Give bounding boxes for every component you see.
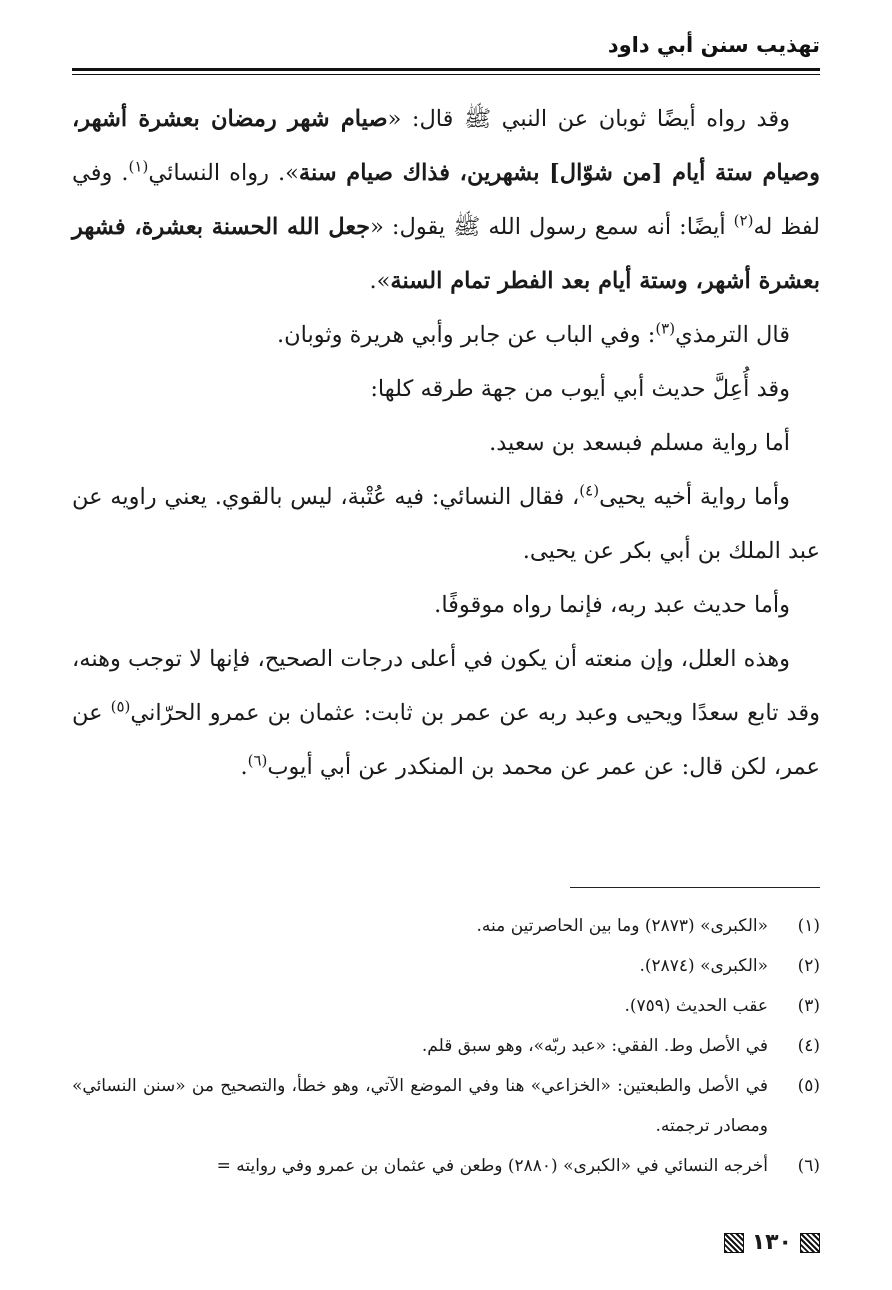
floral-ornament-icon [724, 1233, 744, 1253]
paragraph-5: وأما رواية أخيه يحيى$^{(٤)}$، فقال النسائي: فيه عُتْبة، ليس بالقوي. يعني راويه عن عبد الملك بن أبي بكر عن يحيى. [72, 481, 820, 564]
footnote-text: «الكبرى» (٢٨٧٣) وما بين الحاصرتين منه. [476, 916, 768, 936]
page-folio [724, 1228, 820, 1258]
footnote-ref-2: (٢) [733, 211, 754, 230]
page-number: ١٣٠ [751, 1230, 792, 1255]
paragraph-3: وقد أُعِلَّ حديث أبي أيوب من جهة طرقه كلها: [370, 376, 790, 402]
footnote-text: عقب الحديث (٧٥٩). [624, 996, 768, 1016]
footnote-ref-1: (١) [128, 157, 149, 176]
header-rule-thick [72, 68, 820, 71]
footnote-number: (٣) [797, 996, 820, 1016]
hadith-quote-1: صيام شهر رمضان بعشرة أشهر، وصيام ستة أيام [من شوّال] بشهرين، فذاك صيام سنة [72, 106, 820, 186]
paragraph-1: وقد رواه أيضًا ثوبان عن النبي ﷺ قال: «صيام شهر رمضان بعشرة أشهر، وصيام ستة أيام [من شوّال] بشهرين، فذاك صيام سنة». رواه النسائي$^{(١)}$. وفي لفظ له$^{(٢)}$ أيضًا: أنه سمع رسول الله ﷺ يقول: «جعل الله الحسنة بعشرة، فشهر بعشرة أشهر، وستة أيام بعد الفطر تمام السنة». [72, 106, 820, 294]
footnote-ref-6: (٦) [247, 751, 268, 770]
footnote-number: (٥) [797, 1076, 820, 1096]
footnote-item [72, 946, 820, 986]
footnote-text: في الأصل والطبعتين: «الخزاعي» هنا وفي الموضع الآتي، وهو خطأ، والتصحيح من «سنن النسائي» ومصادر ترجمته. [72, 1076, 768, 1136]
footnote-text: أخرجه النسائي في «الكبرى» (٢٨٨٠) وطعن في عثمان بن عمرو وفي روايته = [216, 1156, 768, 1176]
paragraph-7: وهذه العلل، وإن منعته أن يكون في أعلى درجات الصحيح، فإنها لا توجب وهنه، وقد تابع سعدًا ويحيى وعبد ربه عن عمر بن ثابت: عثمان بن عمرو الحرّاني$^{(٥)}$ عن عمر، لكن قال: عن عمر عن محمد بن المنكدر عن أبي أيوب$^{(٦)}$. [72, 646, 820, 780]
footnote-ref-3: (٣) [655, 319, 676, 338]
footnote-number: (١) [797, 916, 820, 936]
paragraph-6: وأما حديث عبد ربه، فإنما رواه موقوفًا. [434, 592, 790, 618]
footnote-item [72, 986, 820, 1026]
footnote-text: «الكبرى» (٢٨٧٤). [639, 956, 768, 976]
footnote-ref-5: (٥) [110, 697, 131, 716]
running-head: تهذيب سنن أبي داود [607, 33, 820, 57]
footnote-ref-4: (٤) [579, 481, 600, 500]
floral-ornament-icon [800, 1233, 820, 1253]
footnote-text: في الأصل وط. الفقي: «عبد ربّه»، وهو سبق قلم. [421, 1036, 768, 1056]
main-text [72, 92, 820, 794]
footnotes [72, 906, 820, 1186]
footnote-separator [570, 887, 820, 888]
paragraph-4: أما رواية مسلم فبسعد بن سعيد. [489, 430, 790, 456]
footnote-item [72, 906, 820, 946]
footnote-item [72, 1066, 820, 1146]
hadith-quote-2: جعل الله الحسنة بعشرة، فشهر بعشرة أشهر، وستة أيام بعد الفطر تمام السنة [72, 214, 820, 294]
footnote-number: (٤) [797, 1036, 820, 1056]
footnote-item [72, 1026, 820, 1066]
footnote-number: (٢) [797, 956, 820, 976]
footnote-number: (٦) [797, 1156, 820, 1176]
footnote-item [72, 1146, 820, 1186]
paragraph-2: قال الترمذي$^{(٣)}$: وفي الباب عن جابر وأبي هريرة وثوبان. [276, 319, 790, 348]
header-rule-thin [72, 74, 820, 75]
